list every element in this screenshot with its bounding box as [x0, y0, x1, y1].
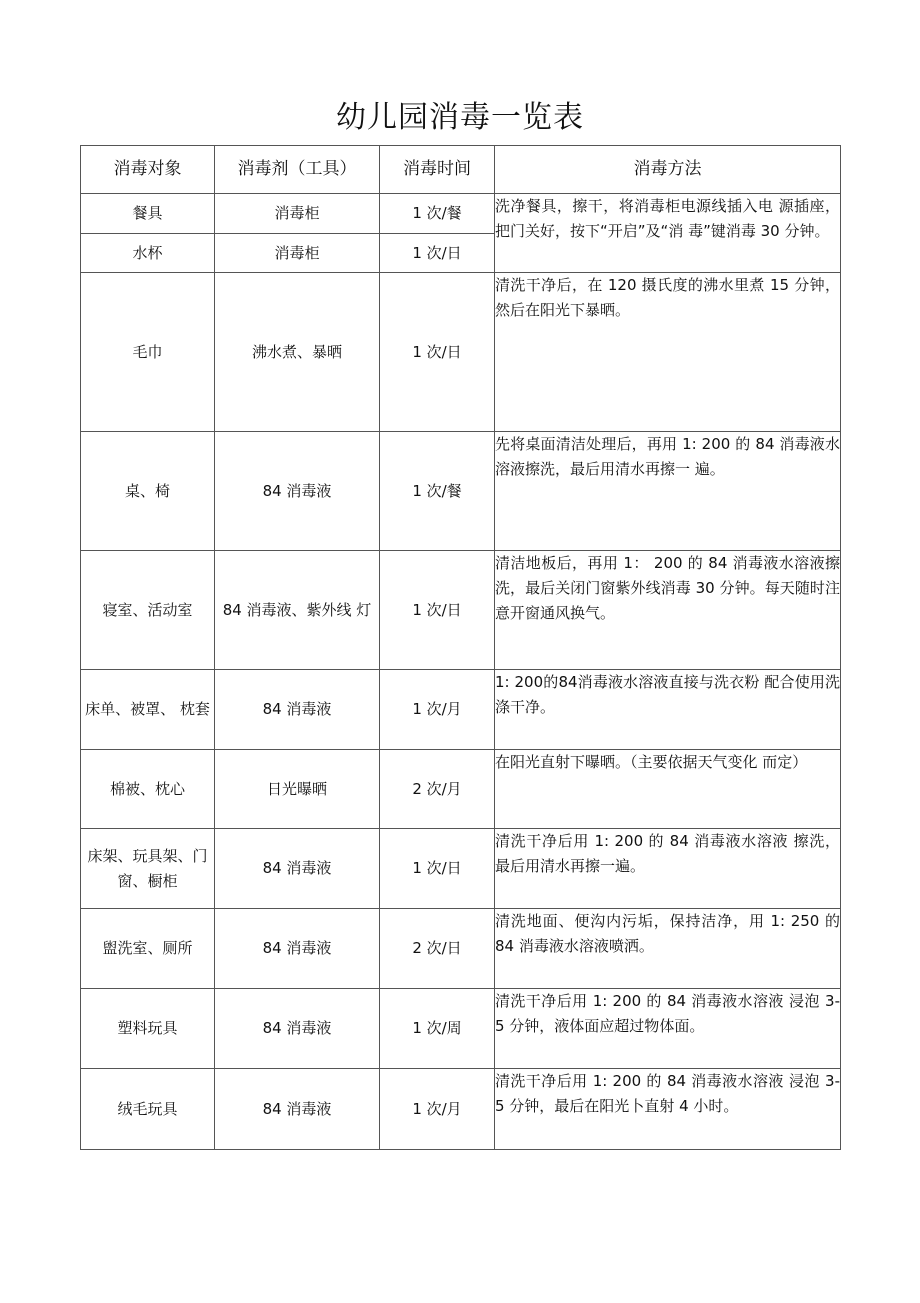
table-row: [81, 829, 841, 909]
row-object: 毛巾: [81, 273, 215, 432]
row-object: 桌、椅: [81, 432, 215, 551]
row-object: 床单、被罩、 枕套: [81, 670, 215, 750]
row-object: 餐具: [81, 194, 215, 234]
table-row: [81, 1069, 841, 1150]
table-row: [81, 750, 841, 829]
table-row: [81, 194, 841, 234]
table-header-row: [81, 146, 841, 194]
row-method: 清洗地面、便沟内污垢，保持洁净，用 1: 250 的 84 消毒液水溶液喷洒。: [495, 909, 841, 989]
row-method: 在阳光直射下曝晒。（主要依据天气变化 而定）: [495, 750, 841, 829]
row-frequency: 1 次/日: [380, 234, 495, 273]
row-object: 塑料玩具: [81, 989, 215, 1069]
row-agent: 84 消毒液: [215, 989, 380, 1069]
row-method: 清洗干净后，在 120 摄氏度的沸水里煮 15 分钟，然后在阳光下暴晒。: [495, 273, 841, 432]
row-frequency: 1 次/餐: [380, 194, 495, 234]
row-frequency: 1 次/日: [380, 273, 495, 432]
row-method: 清洗干净后用 1: 200 的 84 消毒液水溶液 浸泡 3-5 分钟，最后在阳光卜直射 4 小时。: [495, 1069, 841, 1150]
row-frequency: 1 次/日: [380, 829, 495, 909]
row-agent: 84 消毒液: [215, 1069, 380, 1150]
row-frequency: 1 次/月: [380, 670, 495, 750]
header-method: 消毒方法: [495, 146, 841, 194]
table-row: [81, 989, 841, 1069]
row-frequency: 1 次/日: [380, 551, 495, 670]
row-object: 盥洗室、厕所: [81, 909, 215, 989]
row-frequency: 2 次/月: [380, 750, 495, 829]
table-row: [81, 273, 841, 432]
row-method: 洗净餐具，擦干，将消毒柜电源线插入电 源插座，把门关好，按下“开启”及“消 毒”键消毒 30 分钟。: [495, 194, 841, 273]
header-agent: 消毒剂（工具）: [215, 146, 380, 194]
row-method: 清洗干净后用 1: 200 的 84 消毒液水溶液 擦洗，最后用清水再擦一遍。: [495, 829, 841, 909]
row-object: 水杯: [81, 234, 215, 273]
header-object: 消毒对象: [81, 146, 215, 194]
row-frequency: 1 次/餐: [380, 432, 495, 551]
row-method: 清洗干净后用 1: 200 的 84 消毒液水溶液 浸泡 3-5 分钟，液体面应超过物体面。: [495, 989, 841, 1069]
row-agent: 日光曝晒: [215, 750, 380, 829]
row-agent: 84 消毒液: [215, 829, 380, 909]
row-agent: 消毒柜: [215, 194, 380, 234]
page-title: 幼儿园消毒一览表: [336, 100, 584, 135]
row-object: 寝室、活动室: [81, 551, 215, 670]
row-frequency: 1 次/周: [380, 989, 495, 1069]
row-agent: 84 消毒液、紫外线 灯: [215, 551, 380, 670]
row-method: 1: 200的84消毒液水溶液直接与洗衣粉 配合使用洗涤干净。: [495, 670, 841, 750]
row-agent: 消毒柜: [215, 234, 380, 273]
row-frequency: 2 次/日: [380, 909, 495, 989]
row-agent: 84 消毒液: [215, 909, 380, 989]
disinfection-table: [80, 145, 841, 1150]
table-row: [81, 909, 841, 989]
row-object: 棉被、枕心: [81, 750, 215, 829]
row-agent: 沸水煮、暴晒: [215, 273, 380, 432]
row-object: 床架、玩具架、门窗、橱柜: [81, 829, 215, 909]
row-agent: 84 消毒液: [215, 432, 380, 551]
row-frequency: 1 次/月: [380, 1069, 495, 1150]
header-frequency: 消毒时间: [380, 146, 495, 194]
row-method: 先将桌面清洁处理后，再用 1: 200 的 84 消毒液水溶液擦洗，最后用清水再擦一 遍。: [495, 432, 841, 551]
row-object: 绒毛玩具: [81, 1069, 215, 1150]
table-row: [81, 551, 841, 670]
table-row: [81, 670, 841, 750]
row-method: 清洁地板后，再用 1： 200 的 84 消毒液水溶液擦洗，最后关闭门窗紫外线消毒 30 分钟。每天随时注意开窗通风换气。: [495, 551, 841, 670]
row-agent: 84 消毒液: [215, 670, 380, 750]
table-row: [81, 432, 841, 551]
